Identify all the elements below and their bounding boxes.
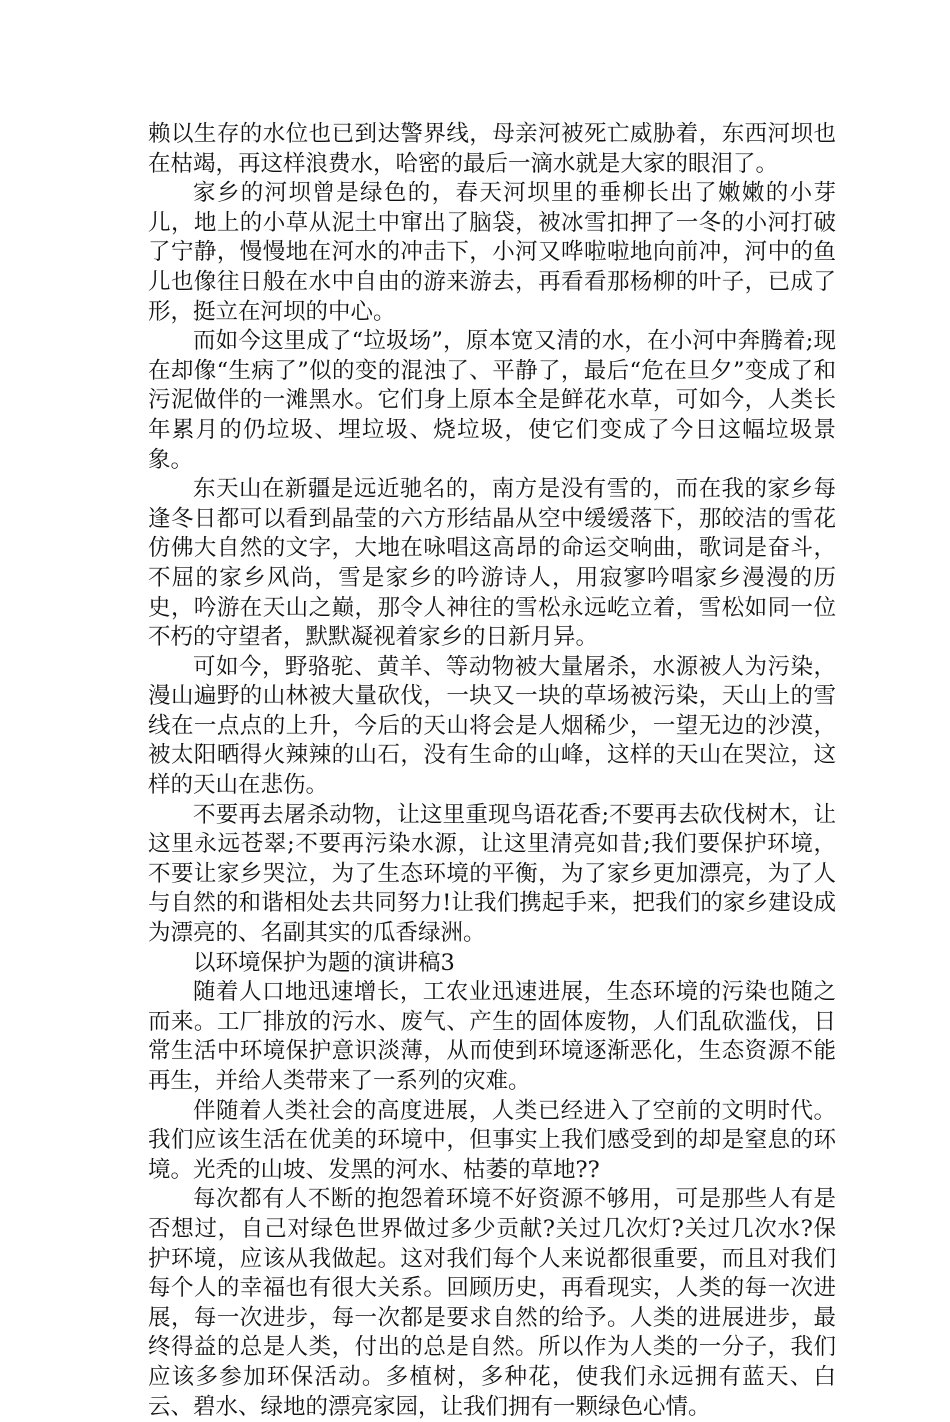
paragraph-continued: 赖以生存的水位也已到达警界线，母亲河被死亡威胁着，东西河坝也在枯竭，再这样浪费水，哈密的最后一滴水就是大家的眼泪了。 (148, 121, 836, 177)
paragraph: 不要再去屠杀动物，让这里重现鸟语花香;不要再去砍伐树木，让这里永远苍翠;不要再污染水源，让这里清亮如昔;我们要保护环境，不要让家乡哭泣，为了生态环境的平衡，为了家乡更加漂亮，为了人与自然的和谐相处去共同努力!让我们携起手来，把我们的家乡建设成为漂亮的、名副其实的瓜香绿洲。 (148, 801, 836, 947)
paragraph: 家乡的河坝曾是绿色的，春天河坝里的垂柳长出了嫩嫩的小芽儿，地上的小草从泥土中窜出了脑袋，被冰雪扣押了一冬的小河打破了宁静，慢慢地在河水的冲击下，小河又哗啦啦地向前冲，河中的鱼儿也像往日般在水中自由的游来游去，再看看那杨柳的叶子，已成了形，挺立在河坝的中心。 (148, 180, 836, 325)
paragraph: 而如今这里成了“垃圾场”，原本宽又清的水，在小河中奔腾着;现在却像“生病了”似的变的混浊了、平静了，最后“危在旦夕”变成了和污泥做伴的一滩黑水。它们身上原本全是鲜花水草，可如今，人类长年累月的仍垃圾、埋垃圾、烧垃圾，使它们变成了今日这幅垃圾景象。 (148, 328, 836, 473)
paragraph: 伴随着人类社会的高度进展，人类已经进入了空前的文明时代。我们应该生活在优美的环境中，但事实上我们感受到的却是窒息的环境。光秃的山坡、发黑的河水、枯萎的草地?? (148, 1097, 836, 1183)
paragraph: 每次都有人不断的抱怨着环境不好资源不够用，可是那些人有是否想过，自己对绿色世界做过多少贡献?关过几次灯?关过几次水?保护环境，应该从我做起。这对我们每个人来说都很重要，而且对我们每个人的幸福也有很大关系。回顾历史，再看现实，人类的每一次进展，每一次进步，每一次都是要求自然的给予。人类的进展进步，最终得益的总是人类，付出的总是自然。所以作为人类的一分子，我们应该多参加环保活动。多植树，多种花，使我们永远拥有蓝天、白云、碧水、绿地的漂亮家园，让我们拥有一颗绿色心情。 (148, 1186, 836, 1420)
paragraph: 可如今，野骆驼、黄羊、等动物被大量屠杀，水源被人为污染，漫山遍野的山林被大量砍伐，一块又一块的草场被污染，天山上的雪线在一点点的上升，今后的天山将会是人烟稀少，一望无边的沙漠，被太阳晒得火辣辣的山石，没有生命的山峰，这样的天山在哭泣，这样的天山在悲伤。 (148, 653, 836, 799)
paragraph: 东天山在新疆是远近驰名的，南方是没有雪的，而在我的家乡每逢冬日都可以看到晶莹的六方形结晶从空中缓缓落下，那皎洁的雪花仿佛大自然的文字，大地在咏唱这高昂的命运交响曲，歌词是奋斗，不屈的家乡风尚，雪是家乡的吟游诗人，用寂寥吟唱家乡漫漫的历史，吟游在天山之巅，那令人神往的雪松永远屹立着，雪松如同一位不朽的守望者，默默凝视着家乡的日新月异。 (148, 476, 836, 651)
paragraph: 随着人口地迅速增长，工农业迅速进展，生态环境的污染也随之而来。工厂排放的污水、废气、产生的固体废物，人们乱砍滥伐，日常生活中环境保护意识淡薄，从而使到环境逐渐恶化，生态资源不能再生，并给人类带来了一系列的灾难。 (148, 979, 836, 1094)
section-heading: 以环境保护为题的演讲稿3 (193, 949, 455, 976)
document-body (148, 120, 836, 1422)
